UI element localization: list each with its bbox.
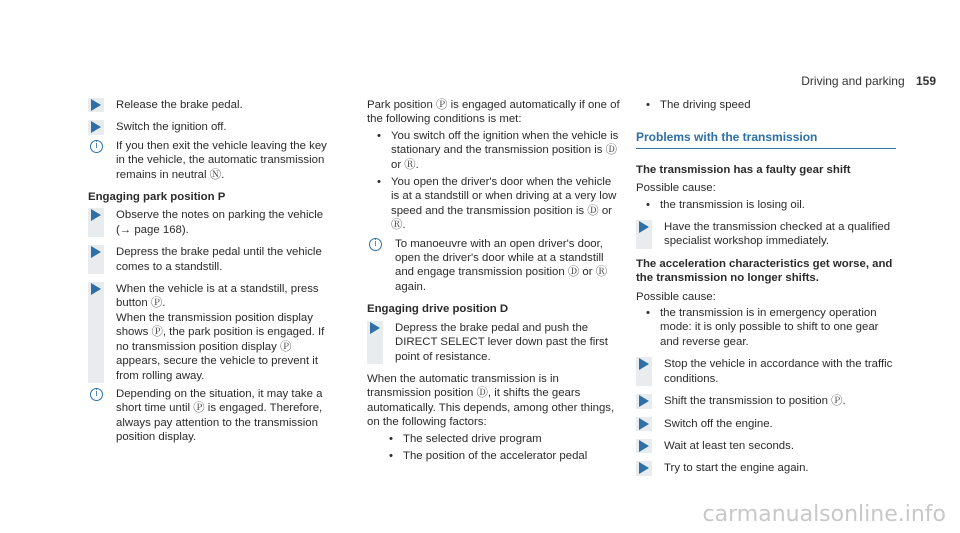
step-stop-vehicle: Stop the vehicle in accordance with the traffic conditions. [636,357,896,386]
heading-faulty-gear-shift: The transmission has a faulty gear shift [636,163,851,176]
page-header [801,74,936,88]
list-item: • the transmission is losing oil. [636,198,896,212]
chapter-title: Driving and parking [801,74,905,88]
column-middle [367,98,622,466]
page-number: 159 [915,74,936,88]
list-item: • You switch off the ignition when the vehicle is stationary and the transmission position is Ⓓ or Ⓡ. [367,129,622,172]
step-arrow-icon [91,246,101,258]
info-icon: i [369,238,382,251]
step-arrow-icon [91,99,101,111]
possible-cause-label: Possible cause: [636,290,716,303]
possible-cause-label: Possible cause: [636,182,716,195]
step-arrow-icon [91,121,101,133]
step-arrow-icon [639,358,649,370]
info-note-manoeuvre: i To manoeuvre with an open driver's door, open the driver's door while at a standstill and engage transmission position Ⓓ or Ⓡ again. [367,237,622,295]
step-push-lever: Depress the brake pedal and push the DIRECT SELECT lever down past the first point of resistance. [367,321,622,364]
step-observe-notes: Observe the notes on parking the vehicle (→ page 168). [88,208,338,237]
step-ignition-off: Switch the ignition off. [88,120,338,134]
list-item: • The position of the accelerator pedal [367,449,622,463]
step-arrow-icon [639,418,649,430]
list-item: • the transmission is in emergency operation mode: it is only possible to shift to one gear and reverse gear. [636,306,896,349]
step-wait: Wait at least ten seconds. [636,439,896,453]
step-depress-brake: Depress the brake pedal until the vehicle comes to a standstill. [88,245,338,274]
step-arrow-icon [639,440,649,452]
auto-park-intro: Park position Ⓟ is engaged automatically if one of the following conditions is met: [367,99,620,126]
step-arrow-icon [639,462,649,474]
auto-shift-paragraph: When the automatic transmission is in transmission position Ⓓ, it shifts the gears automatically. This depends, among other things, on the following factors: [367,372,615,429]
step-arrow-icon [370,322,380,334]
info-icon: i [90,388,103,401]
step-have-checked: Have the transmission checked at a qualified specialist workshop immediately. [636,220,896,249]
list-item: • The driving speed [636,98,896,112]
list-item: • You open the driver's door when the vehicle is at a standstill or when driving at a very low speed and the transmission position is Ⓓ or Ⓡ. [367,175,622,233]
step-arrow-icon [91,209,101,221]
step-arrow-icon [639,395,649,407]
step-press-p-button: When the vehicle is at a standstill, press button Ⓟ. When the transmission position display shows Ⓟ, the park position is engaged. If no transmission position display Ⓟ appears, secure the vehicle to prevent it from rolling away. [88,282,338,383]
step-restart-engine: Try to start the engine again. [636,461,896,475]
column-right [636,98,896,484]
column-left [88,98,338,453]
section-title: Problems with the transmission [636,130,896,148]
info-note-neutral: i If you then exit the vehicle leaving the key in the vehicle, the automatic transmission remains in neutral Ⓝ. [88,139,338,182]
info-note-park-engaged: i Depending on the situation, it may take a short time until Ⓟ is engaged. Therefore, always pay attention to the transmission position display. [88,387,338,445]
watermark: carmanualsonline.info [702,502,946,527]
heading-park-position: Engaging park position P [88,191,226,204]
step-arrow-icon [91,283,101,295]
list-item: • The selected drive program [367,432,622,446]
step-switch-off-engine: Switch off the engine. [636,417,896,431]
heading-acceleration-worse: The acceleration characteristics get worse, and the transmission no longer shifts. [636,257,893,285]
step-release-brake: Release the brake pedal. [88,98,338,112]
heading-drive-position: Engaging drive position D [367,303,509,316]
step-arrow-icon [639,221,649,233]
step-shift-to-p: Shift the transmission to position Ⓟ. [636,394,896,408]
info-icon: i [90,140,103,153]
